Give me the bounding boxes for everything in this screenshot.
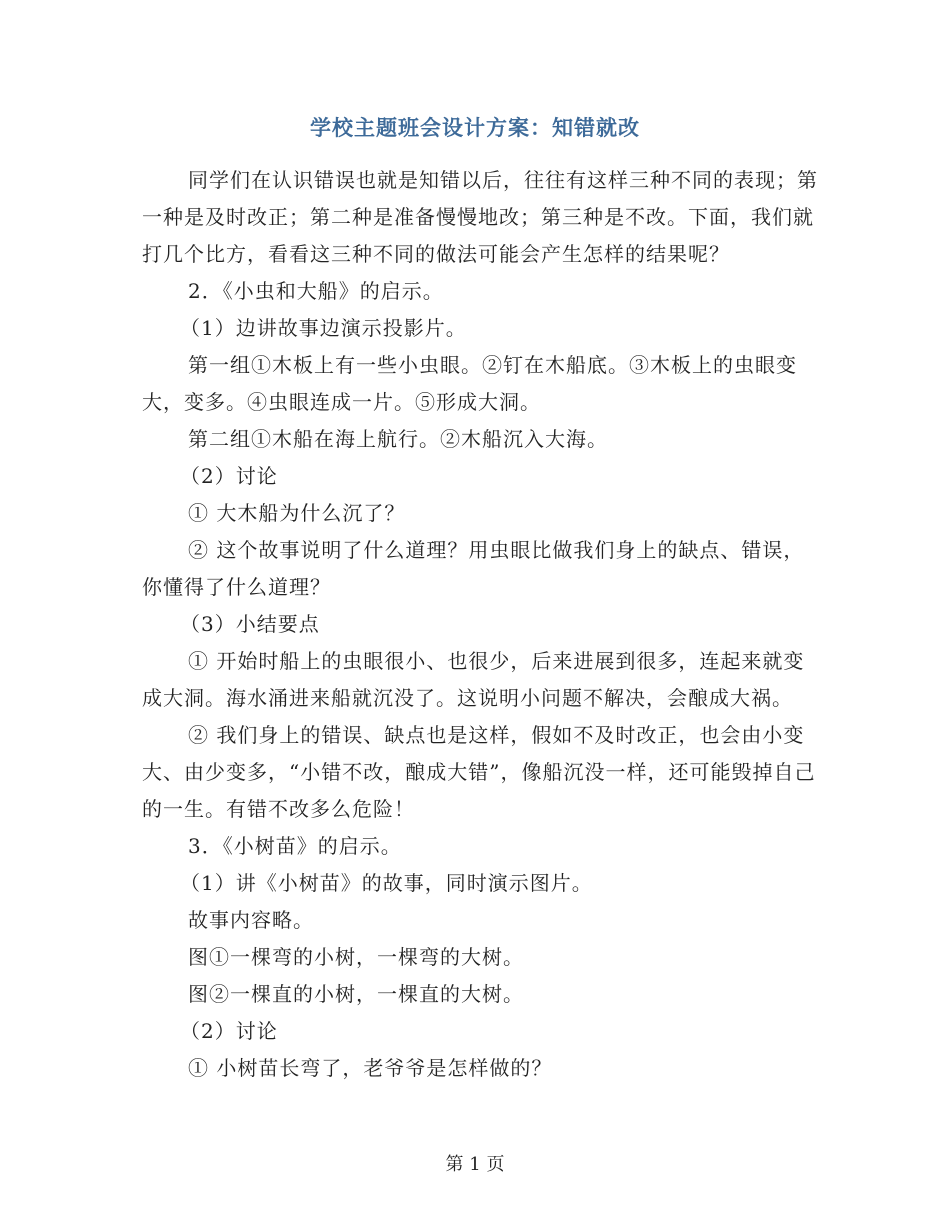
list-item: ① 小树苗长弯了，老爷爷是怎样做的？ — [188, 1056, 553, 1080]
paragraph: 图①一棵弯的小树，一棵弯的大树。 — [188, 945, 524, 969]
document-title: 学校主题班会设计方案：知错就改 — [310, 115, 640, 140]
list-item: ① 大木船为什么沉了？ — [188, 501, 406, 525]
list-item: ① 开始时船上的虫眼很小、也很少，后来进展到很多，连起来就变成大洞。海水涌进来船就沉没了。这说明小问题不解决，会酿成大祸。 — [142, 649, 805, 710]
list-item: ② 我们身上的错误、缺点也是这样，假如不及时改正，也会由小变大、由少变多，“小错不改，酿成大错”，像船沉没一样，还可能毁掉自己的一生。有错不改多么危险！ — [142, 723, 816, 821]
sub-heading-3: （3）小结要点 — [180, 612, 320, 636]
sub-heading-1: （1）边讲故事边演示投影片。 — [180, 316, 467, 340]
sub-heading-2: （2）讨论 — [180, 1019, 278, 1043]
paragraph-group-1: 第一组①木板上有一些小虫眼。②钉在木船底。③木板上的虫眼变大，变多。④虫眼连成一片。⑤形成大洞。 — [142, 353, 797, 414]
section-heading-2: 2．《小虫和大船》的启示。 — [188, 279, 444, 303]
sub-heading-2: （2）讨论 — [180, 464, 278, 488]
paragraph: 故事内容略。 — [188, 908, 314, 932]
document-body — [142, 162, 822, 1087]
page-number: 第 1 页 — [445, 1154, 505, 1175]
paragraph: 图②一棵直的小树，一棵直的大树。 — [188, 982, 524, 1006]
sub-heading-1: （1）讲《小树苗》的故事，同时演示图片。 — [180, 871, 593, 895]
section-heading-3: 3．《小树苗》的启示。 — [188, 834, 402, 858]
paragraph-group-2: 第二组①木船在海上航行。②木船沉入大海。 — [188, 427, 608, 451]
paragraph-intro: 同学们在认识错误也就是知错以后，往往有这样三种不同的表现；第一种是及时改正；第二种是准备慢慢地改；第三种是不改。下面，我们就打几个比方，看看这三种不同的做法可能会产生怎样的结果呢？ — [142, 168, 818, 266]
list-item: ② 这个故事说明了什么道理？用虫眼比做我们身上的缺点、错误，你懂得了什么道理？ — [142, 538, 805, 599]
